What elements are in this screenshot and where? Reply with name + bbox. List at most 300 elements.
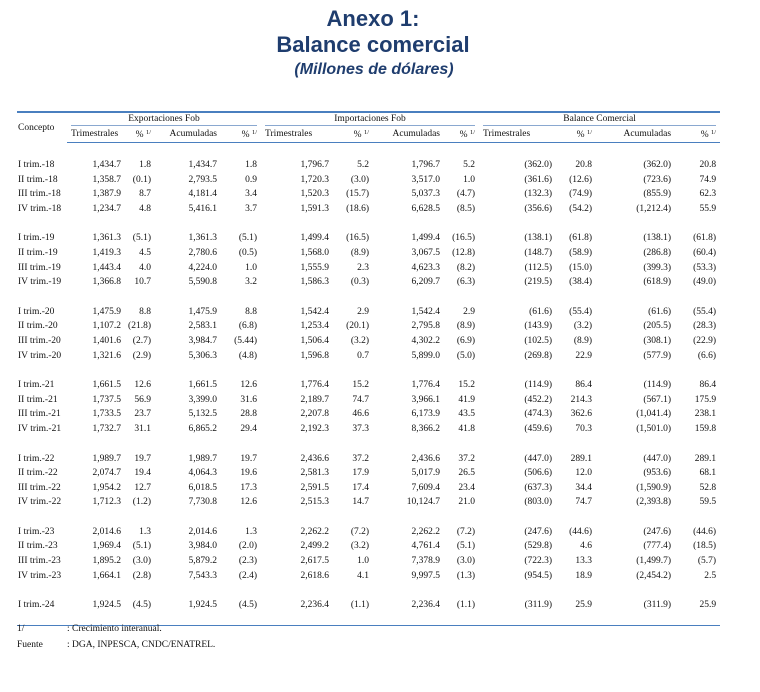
table-cell: 5,037.3 [411, 189, 441, 200]
table-row [17, 495, 720, 510]
table-cell: (18.5) [693, 541, 717, 552]
table-cell: 21.0 [458, 497, 476, 508]
table-cell: 1.3 [245, 526, 258, 537]
table-row [17, 349, 720, 364]
table-cell: (2.7) [132, 335, 151, 346]
period-label: IV trim.-21 [18, 423, 62, 434]
footnote-ref: 1/ [586, 129, 593, 136]
table-cell: (459.6) [524, 423, 553, 434]
table-cell: 8.8 [245, 306, 258, 317]
table-cell: 56.9 [134, 394, 151, 405]
table-cell: 1,253.4 [300, 321, 330, 332]
imports-cumulative-header [373, 126, 444, 143]
table-cell: 7,378.9 [411, 556, 441, 567]
table-cell: 2,618.6 [300, 570, 330, 581]
table-cell: 74.7 [575, 497, 593, 508]
table-cell: (15.7) [346, 189, 370, 200]
exports-quarterly-header [67, 126, 125, 143]
period-label: IV trim.-19 [18, 277, 62, 288]
table-cell: 13.3 [575, 556, 593, 567]
table-cell: 2,581.3 [300, 468, 330, 479]
table-cell: (4.8) [238, 350, 258, 361]
table-cell: 20.8 [699, 160, 717, 170]
table-cell: (447.0) [524, 453, 553, 464]
spacer-row [17, 216, 720, 231]
table-cell: 2,795.8 [411, 321, 441, 332]
table-cell: 1,712.3 [92, 497, 121, 508]
table-cell: 1,387.9 [92, 189, 121, 200]
table-cell: (12.6) [569, 174, 593, 185]
table-cell: 1,520.3 [300, 189, 330, 200]
table-cell: (114.9) [643, 380, 672, 391]
table-cell: 68.1 [699, 468, 717, 479]
table-cell: 5,590.8 [188, 277, 217, 288]
table-cell: 17.3 [240, 482, 258, 493]
period-label: I trim.-24 [18, 600, 55, 611]
period-label: III trim.-20 [18, 335, 61, 346]
table-cell: 159.8 [694, 423, 717, 434]
table-row [17, 319, 720, 334]
footnote-text: : DGA, INPESCA, CNDC/ENATREL. [67, 640, 216, 650]
table-cell: 3.4 [245, 189, 258, 200]
header-column-row [17, 126, 720, 143]
table-cell: (618.9) [643, 277, 672, 288]
table-row [17, 452, 720, 467]
table-cell: (1,041.4) [636, 409, 672, 420]
footnote-key: Fuente [17, 640, 43, 650]
balance-cumulative-header [596, 126, 675, 143]
table-cell: 12.6 [240, 380, 258, 391]
spacer-row [17, 437, 720, 452]
exports-cumulative-header [155, 126, 221, 143]
report-title: Balance comercial [276, 32, 470, 57]
table-cell: 1,475.9 [188, 306, 217, 317]
period-label: III trim.-19 [18, 262, 61, 273]
period-label: I trim.-21 [18, 380, 55, 391]
table-cell: (356.6) [524, 203, 553, 214]
table-cell: 2.3 [357, 262, 370, 273]
table-cell: 7,609.4 [411, 482, 441, 493]
table-cell: (28.3) [693, 321, 717, 332]
table-cell: (22.9) [693, 335, 717, 346]
table-cell: (74.9) [569, 189, 593, 200]
table-cell: 2,262.2 [300, 526, 330, 537]
table-cell: 1,443.4 [92, 262, 121, 273]
table-cell: 28.8 [240, 409, 258, 420]
table-cell: (138.1) [643, 233, 672, 244]
table-cell: 2,436.6 [411, 453, 441, 464]
table-cell: (8.2) [456, 262, 476, 273]
table-cell: 6,018.5 [188, 482, 217, 493]
table-row [17, 481, 720, 496]
table-cell: (247.6) [524, 526, 553, 537]
table-cell: 1,989.7 [188, 453, 217, 464]
table-cell: (3.0) [350, 174, 370, 185]
table-cell: (0.1) [132, 174, 151, 185]
table-row [17, 554, 720, 569]
table-cell: 2.9 [357, 306, 370, 317]
table-cell: (1.1) [456, 600, 476, 611]
table-cell: 5.2 [463, 160, 476, 170]
table-cell: (308.1) [643, 335, 672, 346]
table-cell: (60.4) [693, 247, 717, 258]
table-cell: 175.9 [694, 394, 717, 405]
table-cell: (55.4) [569, 306, 593, 317]
table-cell: (132.3) [524, 189, 553, 200]
table-cell: (16.5) [452, 233, 476, 244]
table-cell: 23.4 [458, 482, 476, 493]
table-cell: 8,366.2 [411, 423, 441, 434]
table-cell: (803.0) [524, 497, 553, 508]
table-cell: 86.4 [575, 380, 593, 391]
table-cell: (1.3) [456, 570, 476, 581]
table-cell: (1.1) [350, 600, 370, 611]
table-cell: 10.7 [134, 277, 151, 288]
table-cell: (506.6) [524, 468, 553, 479]
table-cell: (8.9) [573, 335, 593, 346]
table-cell: 6,173.9 [411, 409, 441, 420]
title-block [0, 6, 760, 80]
table-cell: 2,591.5 [300, 482, 330, 493]
table-cell: 3,517.0 [411, 174, 441, 185]
table-cell: 5.2 [357, 160, 370, 170]
table-cell: 2.5 [704, 570, 717, 581]
table-cell: (2.3) [238, 556, 258, 567]
table-cell: 2,189.7 [300, 394, 330, 405]
table-cell: 1,434.7 [188, 160, 217, 170]
imports-quarterly-growth-header [333, 126, 373, 143]
table-cell: (114.9) [524, 380, 553, 391]
footnote-ref: 1/ [145, 129, 151, 136]
table-cell: (143.9) [524, 321, 553, 332]
table-cell: (722.3) [524, 556, 553, 567]
table-cell: 19.4 [134, 468, 151, 479]
table-cell: (5.7) [697, 556, 717, 567]
spacer-row [17, 510, 720, 525]
table-cell: 1,776.4 [411, 380, 441, 391]
table-row [17, 202, 720, 217]
table-cell: 4,761.4 [411, 541, 441, 552]
balance-group-header: Balance Comercial [479, 112, 720, 126]
table-cell: 289.1 [570, 453, 593, 464]
table-cell: 1,895.2 [92, 556, 121, 567]
table-cell: (361.6) [524, 174, 553, 185]
table-cell: 15.2 [458, 380, 476, 391]
units-subtitle: (Millones de dólares) [294, 61, 454, 78]
table-cell: 29.4 [240, 423, 258, 434]
table-cell: (5.1) [456, 541, 476, 552]
table-cell: 4,064.3 [188, 468, 217, 479]
table-cell: (777.4) [643, 541, 672, 552]
table-cell: 6,865.2 [188, 423, 217, 434]
table-cell: (5.1) [132, 233, 151, 244]
table-cell: 1,542.4 [300, 306, 330, 317]
table-cell: 4.1 [357, 570, 370, 581]
period-label: I trim.-19 [18, 233, 55, 244]
table-cell: 3.2 [245, 277, 258, 288]
table-cell: 1,586.3 [300, 277, 330, 288]
table-cell: (269.8) [524, 350, 553, 361]
table-cell: 2,617.5 [300, 556, 330, 567]
table-cell: (5.44) [234, 335, 258, 346]
table-cell: 1.3 [139, 526, 151, 537]
table-row [17, 539, 720, 554]
table-cell: (2.0) [238, 541, 258, 552]
period-label: II trim.-22 [18, 468, 58, 479]
table-cell: 18.9 [575, 570, 593, 581]
table-cell: (1.2) [132, 497, 151, 508]
table-cell: (53.3) [693, 262, 717, 273]
annex-title: Anexo 1: [326, 6, 420, 31]
table-cell: 2,262.2 [411, 526, 441, 537]
table-cell: 31.1 [134, 423, 151, 434]
table-cell: 0.7 [357, 350, 370, 361]
table-cell: (5.1) [238, 233, 258, 244]
table-cell: (6.3) [456, 277, 476, 288]
table-cell: 3,984.7 [188, 335, 217, 346]
period-label: II trim.-18 [18, 174, 58, 185]
table-cell: (138.1) [524, 233, 553, 244]
table-cell: 1,419.3 [92, 247, 121, 258]
table-cell: 37.2 [352, 453, 370, 464]
table-cell: (7.2) [456, 526, 476, 537]
table-cell: (362.0) [643, 160, 672, 170]
table-cell: 1.0 [245, 262, 258, 273]
table-row [17, 231, 720, 246]
table-cell: (55.4) [693, 306, 717, 317]
table-cell: (855.9) [643, 189, 672, 200]
table-cell: 26.5 [458, 468, 476, 479]
table-cell: 1,732.7 [92, 423, 121, 434]
table-cell: 5,132.5 [188, 409, 217, 420]
table-cell: (723.6) [643, 174, 672, 185]
table-cell: (399.3) [643, 262, 672, 273]
table-cell: 1,796.7 [411, 160, 441, 170]
table-cell: 46.6 [352, 409, 370, 420]
table-cell: 5,879.2 [188, 556, 217, 567]
table-cell: (567.1) [643, 394, 672, 405]
table-cell: 4.6 [580, 541, 593, 552]
table-cell: 1.8 [245, 160, 258, 170]
table-cell: (6.8) [238, 321, 258, 332]
table-cell: 1,776.4 [300, 380, 330, 391]
header-text: Acumuladas [169, 129, 217, 139]
table-cell: 1,954.2 [92, 482, 121, 493]
table-cell: 2,207.8 [300, 409, 330, 420]
table-cell: 1,989.7 [92, 453, 121, 464]
table-cell: 238.1 [694, 409, 717, 420]
table-cell: 2,236.4 [411, 600, 441, 611]
period-label: II trim.-20 [18, 321, 58, 332]
footnote-text: : Crecimiento interanual. [67, 624, 162, 634]
exports-group-header: Exportaciones Fob [67, 112, 261, 126]
table-cell: 1,361.3 [92, 233, 121, 244]
table-cell: (1,501.0) [636, 423, 672, 434]
table-cell: (102.5) [524, 335, 553, 346]
table-cell: 19.7 [134, 453, 151, 464]
header-text: % [135, 130, 144, 140]
balance-cumulative-growth-header [675, 126, 720, 143]
spacer-row [17, 143, 720, 159]
table-cell: 12.6 [240, 497, 258, 508]
table-cell: 4,302.2 [411, 335, 441, 346]
table-cell: 3,399.0 [188, 394, 217, 405]
table-cell: (3.0) [456, 556, 476, 567]
table-cell: 1,924.5 [92, 600, 121, 611]
table-cell: (58.9) [569, 247, 593, 258]
table-cell: 2,499.2 [300, 541, 330, 552]
table-cell: 1,434.7 [92, 160, 121, 170]
concept-header: Concepto [18, 122, 55, 133]
table-cell: 7,543.3 [188, 570, 217, 581]
table-cell: (12.8) [452, 247, 476, 258]
table-cell: 1,475.9 [92, 306, 121, 317]
table-cell: 1,796.7 [300, 160, 330, 170]
table-cell: 59.5 [699, 497, 717, 508]
table-cell: 1,568.0 [300, 247, 330, 258]
table-cell: 2,436.6 [300, 453, 330, 464]
table-cell: (954.5) [524, 570, 553, 581]
period-label: IV trim.-22 [18, 497, 62, 508]
header-group-row [17, 112, 720, 126]
spacer-row [17, 363, 720, 378]
table-cell: (2.8) [132, 570, 151, 581]
table-cell: (6.6) [697, 350, 717, 361]
table-cell: 1,969.4 [92, 541, 121, 552]
table-cell: 1,733.5 [92, 409, 121, 420]
table-row [17, 407, 720, 422]
table-row [17, 598, 720, 613]
table-row [17, 246, 720, 261]
footnote-ref: 1/ [711, 129, 717, 136]
table-cell: (61.6) [648, 306, 672, 317]
period-label: III trim.-18 [18, 189, 61, 200]
table-cell: (447.0) [643, 453, 672, 464]
table-cell: 43.5 [458, 409, 476, 420]
table-cell: (311.9) [643, 600, 672, 611]
table-cell: 37.2 [458, 453, 476, 464]
spacer-row [17, 583, 720, 598]
table-cell: 3,067.5 [411, 247, 441, 258]
table-cell: 1,591.3 [300, 203, 330, 214]
table-cell: (3.2) [350, 335, 370, 346]
table-cell: 17.4 [352, 482, 370, 493]
table-row [17, 187, 720, 202]
table-cell: 4.0 [139, 262, 151, 273]
table-cell: (21.8) [128, 321, 151, 332]
table-cell: 19.7 [240, 453, 258, 464]
table-cell: 214.3 [570, 394, 593, 405]
table-cell: (637.3) [524, 482, 553, 493]
table-cell: 1,555.9 [300, 262, 330, 273]
table-cell: (3.2) [573, 321, 593, 332]
table-cell: 3,966.1 [411, 394, 441, 405]
table-cell: 52.8 [699, 482, 717, 493]
table-cell: 2,074.7 [92, 468, 121, 479]
table-cell: 5,017.9 [411, 468, 441, 479]
table-cell: (577.9) [643, 350, 672, 361]
table-cell: 6,209.7 [411, 277, 441, 288]
table-row [17, 173, 720, 188]
table-cell: (61.8) [569, 233, 593, 244]
table-cell: (16.5) [346, 233, 370, 244]
imports-quarterly-header [261, 126, 333, 143]
table-cell: 2.9 [463, 306, 476, 317]
table-cell: 5,899.0 [411, 350, 441, 361]
table-row [17, 393, 720, 408]
table-cell: (0.3) [350, 277, 370, 288]
table-cell: 15.2 [352, 380, 370, 391]
table-cell: 41.8 [458, 423, 476, 434]
table-cell: 86.4 [699, 380, 717, 391]
table-cell: 7,730.8 [188, 497, 217, 508]
table-cell: 6,628.5 [411, 203, 441, 214]
table-cell: 1,737.5 [92, 394, 121, 405]
table-cell: 5,306.3 [188, 350, 217, 361]
header-text: % [700, 130, 709, 140]
table-cell: (953.6) [643, 468, 672, 479]
header-text: Trimestrales [483, 129, 531, 139]
table-cell: (2.4) [238, 570, 258, 581]
table-row [17, 525, 720, 540]
period-label: III trim.-23 [18, 556, 61, 567]
period-label: I trim.-23 [18, 526, 55, 537]
table-cell: 74.9 [699, 174, 717, 185]
table-cell: 1,924.5 [188, 600, 217, 611]
table-cell: (7.2) [350, 526, 370, 537]
table-cell: 34.4 [575, 482, 593, 493]
table-cell: 1,720.3 [300, 174, 330, 185]
table-cell: (8.5) [456, 203, 476, 214]
table-cell: 362.6 [570, 409, 593, 420]
table-cell: 2,014.6 [188, 526, 217, 537]
table-cell: (286.8) [643, 247, 672, 258]
table-cell: 25.9 [575, 600, 593, 611]
header-text: % [576, 130, 585, 140]
table-cell: (18.6) [346, 203, 370, 214]
table-cell: 2,236.4 [300, 600, 330, 611]
table-cell: (219.5) [524, 277, 553, 288]
table-cell: 41.9 [458, 394, 476, 405]
table-cell: (2,393.8) [636, 497, 672, 508]
period-label: I trim.-22 [18, 453, 55, 464]
table-cell: 4,181.4 [188, 189, 217, 200]
table-cell: 55.9 [699, 203, 717, 214]
table-cell: 1,366.8 [92, 277, 121, 288]
table-cell: 1,542.4 [411, 306, 441, 317]
table-cell: 2,793.5 [188, 174, 217, 185]
table-cell: 2,515.3 [300, 497, 330, 508]
balance-quarterly-header [479, 126, 556, 143]
footnote-ref: 1/ [363, 129, 370, 136]
header-text: % [459, 130, 468, 140]
table-cell: (311.9) [524, 600, 553, 611]
table-cell: 1,499.4 [300, 233, 330, 244]
table-cell: 12.6 [134, 380, 151, 391]
period-label: IV trim.-18 [18, 203, 62, 214]
table-cell: 1,661.5 [92, 380, 121, 391]
table-cell: (54.2) [569, 203, 593, 214]
imports-group-header: Importaciones Fob [261, 112, 479, 126]
table-cell: 74.7 [352, 394, 370, 405]
table-cell: (4.5) [132, 600, 151, 611]
table-cell: (0.5) [238, 247, 258, 258]
spacer-row [17, 290, 720, 305]
table-cell: 2,780.6 [188, 247, 217, 258]
table-cell: 1,234.7 [92, 203, 121, 214]
header-text: % [241, 130, 250, 140]
table-cell: 1,107.2 [92, 321, 121, 332]
